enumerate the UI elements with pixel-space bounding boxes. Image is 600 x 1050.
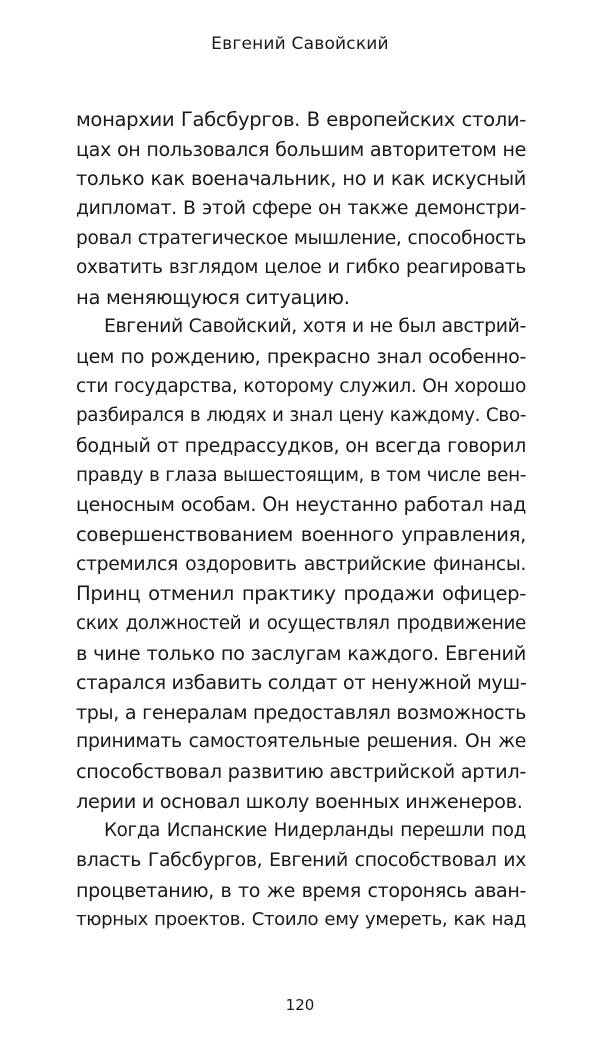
text-line: Когда Испанские Нидерланды перешли под (104, 820, 526, 842)
text-line: Евгений Савойский, хотя и не был австрий- (104, 316, 526, 338)
text-line: сти государства, которому служил. Он хорошо (76, 375, 526, 397)
text-line: на меняющуюся ситуацию. (76, 285, 350, 309)
text-line: ценосным особам. Он неустанно работал над (76, 493, 526, 517)
text-line: ских должностей и осуществлял продвижение (76, 612, 526, 634)
text-line: совершенствованием военного управления, (76, 522, 526, 546)
text-line: цем по рождению, прекрасно знал особенно- (76, 345, 526, 369)
text-line: способствовал развитию австрийской артил- (76, 760, 526, 784)
text-line: монархии Габсбургов. В европейских столи- (76, 108, 526, 131)
text-line: принимать самостоятельные решения. Он же (76, 731, 526, 753)
text-line: только как военачальник, но и как искусный (76, 167, 526, 191)
text-line: тюрных проектов. Стоило ему умереть, как над (76, 909, 526, 931)
text-line: дипломат. В этой сфере он также демонстри- (76, 197, 526, 219)
text-line: ровал стратегическое мышление, способность (76, 227, 526, 249)
text-line: старался избавить солдат от ненужной муш- (76, 671, 527, 695)
text-line: стремился оздоровить австрийские финансы. (76, 553, 526, 575)
text-line: тры, а генералам предоставлял возможность (76, 700, 526, 724)
text-line: разбирался в людях и знал цену каждому. Сво- (76, 405, 526, 427)
text-line: власть Габсбургов, Евгений способствовал их (76, 850, 526, 872)
text-line: цах он пользовался большим авторитетом не (76, 137, 526, 161)
text-line: в чине только по заслугам каждого. Евгений (76, 641, 526, 665)
text-line: охватить взглядом целое и гибко реагировать (76, 257, 526, 279)
body-text (76, 105, 526, 935)
text-line: лерии и основал школу военных инженеров. (76, 789, 523, 813)
text-line: процветанию, в то же время сторонясь аван- (76, 878, 526, 902)
page-number: 120 (285, 996, 315, 1014)
text-line: бодный от предрассудков, он всегда говорил (76, 434, 526, 458)
running-head: Евгений Савойский (211, 34, 389, 54)
text-line: Принц отменил практику продажи офицер- (76, 582, 526, 606)
text-line: правду в глаза вышестоящим, в том числе вен- (76, 464, 526, 486)
